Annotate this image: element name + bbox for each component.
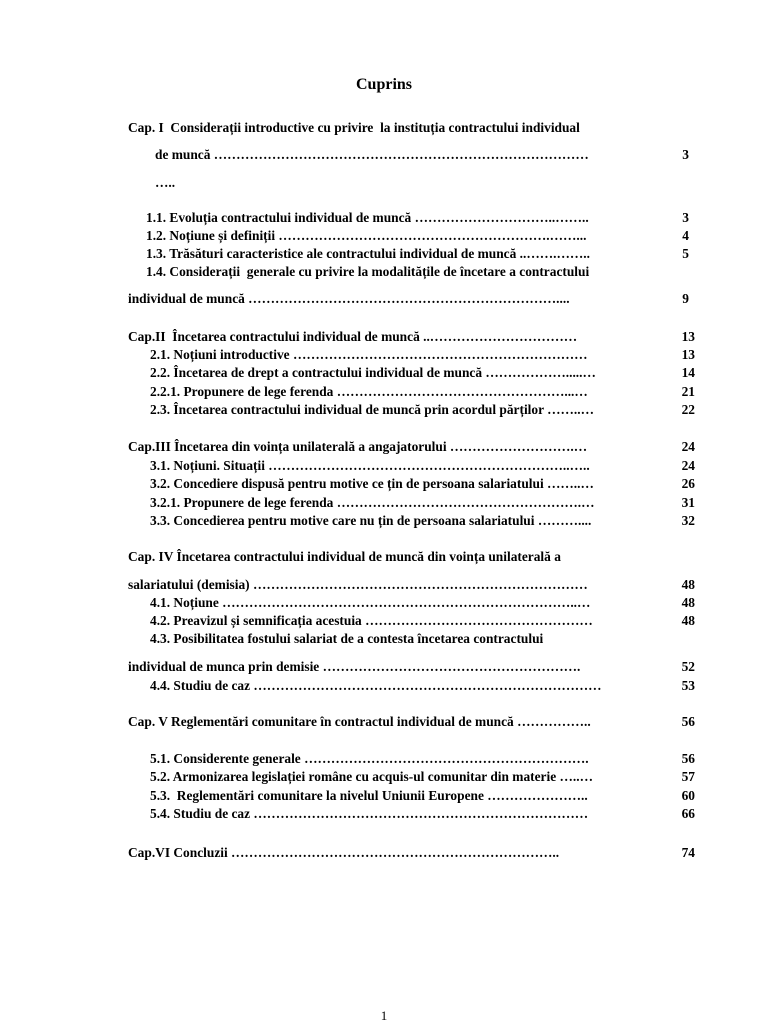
toc-section-3-2: 3.2. Concediere dispusă pentru motive ce țin de persoana salariatului ……..… xyxy=(150,476,594,491)
toc-chapter-3-page: 24 xyxy=(681,439,695,454)
toc-section-3-2-page: 26 xyxy=(681,476,695,491)
toc-section-4-3-page: 52 xyxy=(681,659,695,674)
toc-section-4-2-page: 48 xyxy=(681,613,695,628)
toc-section-4-4: 4.4. Studiu de caz …………………………………………………………………… xyxy=(150,678,602,693)
toc-section-5-2-page: 57 xyxy=(681,769,695,784)
toc-section-5-4: 5.4. Studiu de caz ………………………………………………………………… xyxy=(150,806,589,821)
toc-chapter-2: Cap.II Încetarea contractului individual de muncă ..…………………………… xyxy=(128,329,578,344)
toc-chapter-1-line-3: ….. xyxy=(155,175,176,190)
toc-chapter-6-page: 74 xyxy=(681,845,695,860)
page-number: 1 xyxy=(380,1008,388,1023)
toc-section-5-3-page: 60 xyxy=(681,788,695,803)
toc-section-4-3-line-1: 4.3. Posibilitatea fostului salariat de a contesta încetarea contractului xyxy=(150,631,544,646)
toc-section-5-1: 5.1. Considerente generale ………………………………………………………. xyxy=(150,751,589,766)
toc-chapter-1-line-1: Cap. I Considerații introductive cu privire la instituția contractului individual xyxy=(128,120,580,135)
toc-chapter-4-line-2: salariatului (demisia) ………………………………………………………………… xyxy=(128,577,588,592)
toc-chapter-6: Cap.VI Concluzii ……………………………………………………………….. xyxy=(128,845,560,860)
toc-section-2-2-page: 14 xyxy=(681,365,695,380)
toc-section-1-1: 1.1. Evoluția contractului individual de muncă …………………………..…….. xyxy=(146,210,589,225)
toc-chapter-1-page: 3 xyxy=(682,147,689,162)
toc-section-4-1-page: 48 xyxy=(681,595,695,610)
toc-chapter-1-line-2: de muncă ………………………………………………………………………… xyxy=(155,147,589,162)
toc-section-2-2: 2.2. Încetarea de drept a contractului individual de muncă ……………….....… xyxy=(150,365,596,380)
toc-section-3-3: 3.3. Concedierea pentru motive care nu țin de persoana salariatului ……….... xyxy=(150,513,592,528)
toc-section-3-3-page: 32 xyxy=(681,513,695,528)
toc-section-5-2: 5.2. Armonizarea legislației române cu acquis-ul comunitar din materie …..… xyxy=(150,769,593,784)
toc-chapter-3: Cap.III Încetarea din voința unilaterală a angajatorului ……………………….… xyxy=(128,439,588,454)
toc-section-5-3: 5.3. Reglementări comunitare la nivelul Uniunii Europene ………………….. xyxy=(150,788,588,803)
toc-section-2-1: 2.1. Noțiuni introductive ………………………………………………………… xyxy=(150,347,588,362)
toc-section-1-4-line-2: individual de muncă …………………………………………………………….... xyxy=(128,291,570,306)
toc-section-5-4-page: 66 xyxy=(681,806,695,821)
toc-chapter-5: Cap. V Reglementări comunitare în contractul individual de muncă …………….. xyxy=(128,714,591,729)
toc-section-3-1-page: 24 xyxy=(681,458,695,473)
toc-title: Cuprins xyxy=(355,76,413,93)
toc-section-3-2-1: 3.2.1. Propunere de lege ferenda ……………………………………………….… xyxy=(150,495,595,510)
toc-section-4-4-page: 53 xyxy=(681,678,695,693)
toc-section-2-1-page: 13 xyxy=(681,347,695,362)
toc-chapter-5-page: 56 xyxy=(681,714,695,729)
toc-section-2-2-1-page: 21 xyxy=(681,384,695,399)
toc-section-2-3: 2.3. Încetarea contractului individual de muncă prin acordul părților ……..… xyxy=(150,402,595,417)
toc-section-4-3-line-2: individual de munca prin demisie …………………………………………………. xyxy=(128,659,581,674)
toc-section-1-4-line-1: 1.4. Considerații generale cu privire la modalitățile de încetare a contractului xyxy=(146,264,590,279)
toc-section-1-3-page: 5 xyxy=(682,246,689,261)
toc-section-1-3: 1.3. Trăsături caracteristice ale contractului individual de muncă ..…….…….. xyxy=(146,246,590,261)
toc-section-3-2-1-page: 31 xyxy=(681,495,695,510)
toc-chapter-4-page: 48 xyxy=(681,577,695,592)
toc-chapter-4-line-1: Cap. IV Încetarea contractului individual de muncă din voința unilaterală a xyxy=(128,549,561,564)
toc-section-1-2-page: 4 xyxy=(682,228,689,243)
toc-section-1-4-page: 9 xyxy=(682,291,689,306)
toc-section-1-2: 1.2. Noțiune și definiții …………………………………………………….……... xyxy=(146,228,587,243)
toc-section-2-3-page: 22 xyxy=(681,402,695,417)
toc-section-1-1-page: 3 xyxy=(682,210,689,225)
toc-section-4-1: 4.1. Noțiune ……………………………………………………………………..… xyxy=(150,595,591,610)
toc-chapter-2-page: 13 xyxy=(681,329,695,344)
toc-section-4-2: 4.2. Preavizul și semnificația acestuia …………………………………………… xyxy=(150,613,593,628)
toc-section-2-2-1: 2.2.1. Propunere de lege ferenda ……………………………………………...… xyxy=(150,384,588,399)
toc-section-3-1: 3.1. Noțiuni. Situații …………………………………………………………..….. xyxy=(150,458,590,473)
toc-section-5-1-page: 56 xyxy=(681,751,695,766)
